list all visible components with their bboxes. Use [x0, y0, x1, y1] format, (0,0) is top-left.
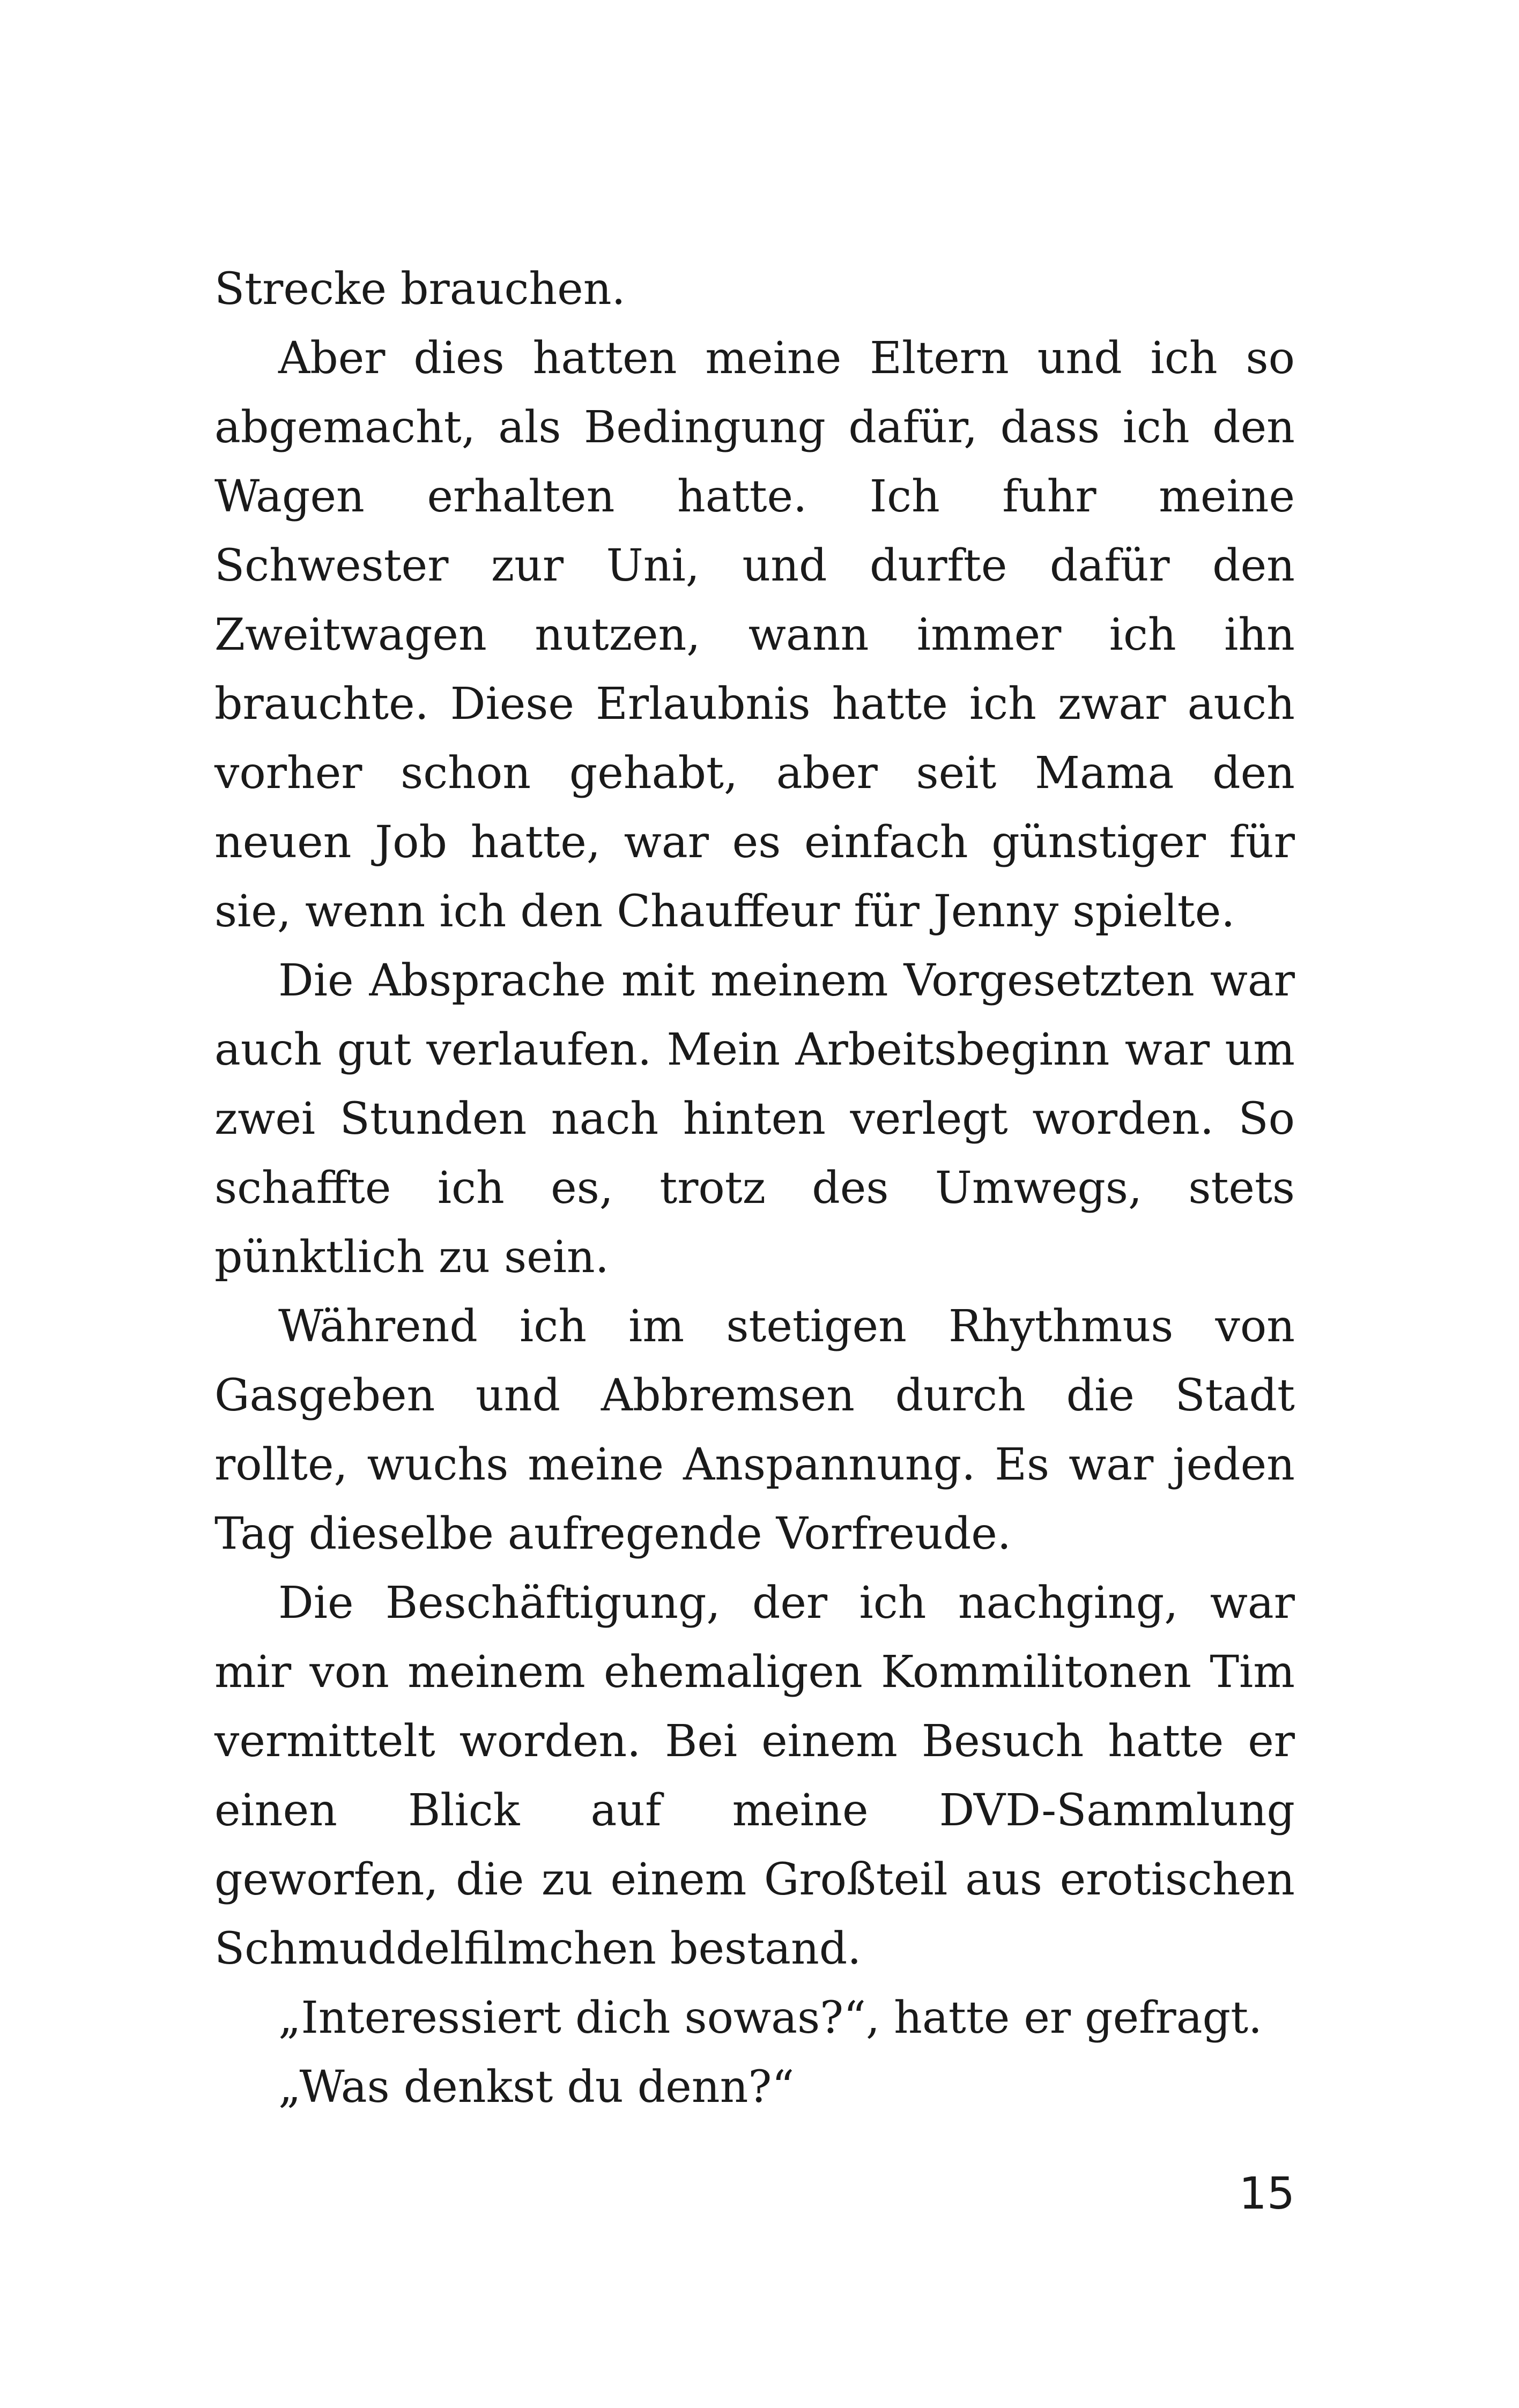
paragraph-continuation: Strecke brauchen.: [214, 264, 626, 315]
dialogue-line: „Was denkst du denn?“: [278, 2062, 795, 2113]
paragraph: Aber dies hatten meine Eltern und ich so abgemacht, als Bedingung dafür, dass ich den Wagen erhalten hatte. Ich fuhr meine Schwester zur Uni, und durfte dafür den Zweitwagen nutzen, wann immer ich ihn brauchte. Diese Erlaubnis hatte ich zwar auch vorher schon gehabt, aber seit Mama den neuen Job hatte, war es einfach günstiger für sie, wenn ich den Chauffeur für Jenny spielte.: [214, 333, 1295, 937]
body-text: [214, 255, 1295, 2122]
paragraph: Die Beschäftigung, der ich nachging, war mir von meinem ehemaligen Kommilitonen Tim vermittelt worden. Bei einem Besuch hatte er einen Blick auf meine DVD-Sammlung geworfen, die zu einem Großteil aus erotischen Schmuddelfilmchen bestand.: [214, 1578, 1295, 1974]
page-number: 15: [1239, 2168, 1295, 2219]
paragraph: Während ich im stetigen Rhythmus von Gasgeben und Abbremsen durch die Stadt rollte, wuchs meine Anspannung. Es war jeden Tag dieselbe aufregende Vorfreude.: [214, 1301, 1295, 1559]
dialogue-line: „Interessiert dich sowas?“, hatte er gefragt.: [278, 1993, 1263, 2043]
paragraph: Die Absprache mit meinem Vorgesetzten war auch gut verlaufen. Mein Arbeitsbeginn war um zwei Stunden nach hinten verlegt worden. So schaffte ich es, trotz des Umwegs, stets pünktlich zu sein.: [214, 955, 1295, 1283]
